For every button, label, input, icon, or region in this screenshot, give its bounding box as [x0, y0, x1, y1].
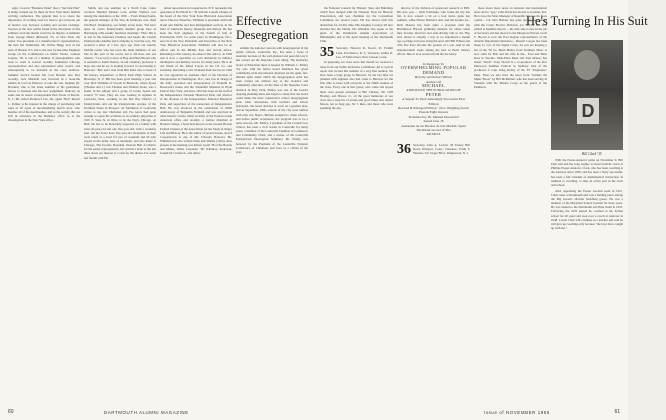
class-secretary-line: Secretary, John A. Leavitt, 58 Turkey Hill Road, Westport, Conn.; Treasurer, Frank T. Mertens, 321 Upper Blvd., Ridgewood, N. J. — [413, 142, 470, 156]
page-number: 61 — [614, 409, 620, 415]
announcement-line: Revised & Enlarged Edition · Now Weighing Seven Pounds Eight Ounces — [398, 105, 469, 115]
announcement-line: The Ritzel-second of Mrs — [416, 127, 451, 132]
announcement-line: A Sequel To Their Amazingly Successful First Edition — [402, 97, 465, 106]
announcement-line: OVERWHELMING POPULAR DEMAND — [400, 65, 467, 75]
announcement-line: Beverly and Robert Wilson — [415, 75, 452, 80]
left-page — [0, 0, 315, 420]
announcement-line: Assistente de las Fuerzas de Joie Madrid, Spain — [401, 123, 466, 128]
right-column-3 — [474, 6, 547, 398]
column-text: edge. I read in "Business Week" that a "Survival Plan" is being worked out by these de New York men's fashion wrtiting conference. The general idea is to stress the importance of evening wear for men to get everyone out of home's way between evening and second evenings. Sources of the new outfits found in the discussion of this summer; even the details would be on display. A reminder from George Henry (Bernard) '23, of New York, the senior vice-president of a manufacturer's representatives, the man fell Sutherland, Mr. Walter Hugg, now in his term of Bureau Y-S and is the new by-the-time Engineer Group on the Commission on Public Works. Lennon Gaynor, '30, is one of a number of photographers who took to work at several recently nominated Chicago representatives and also represented other events, and subsequently to be included in the class archives. Summer service leaders Mr. Cote Boland, also Roy recently, Jack Marshall was involved in a book-the edition in town in Hanover to take his son. Stephen (N. Hawkes) who is the latest summer of his generation, moves to business into his new assignment. Delivery on some and no notice correspondent Bob Sweet of Morris, N. J.; Mr. Albert Prothero's Ltd., Inc. agent "Bob" Robert L. Palmer is his interest in the charge of purchasing and sales of all types of merchandising merch store, who handles all of his merchandise; and as the society this are still in existence in the Berkeley office as is the investigation in the New York office. — [8, 6, 80, 123]
column-text: Smith, and one summer on a North Cape cruise vacation Wendell Maness Cole, Arthur Wallace was among the attendance at the 1956 ... From Pennsylvania, the general manager of the Vita, & Solutions, now chief Jim Boyd. Wednesday, our family seven letter. "We have quite an active Pennsylvania Alumni group here in Harrisburg with weekly luncheon meetings." Here Jim is at last in the insurance business and heads the Central Pennsylvania Alumni and is helping to lead the way. We received a letter of a few days ago from our usually faithful reader who has been the main members of our line in this part of the world, but it did have one sad remark, "I was sorry to hear of Hap and Herb Bloom who is assistant to Keith Tierney, an old voluntary professor. I hope one and he too is looking forward to vacationing at Hanover." Bob and I met from Bill Reid who is head of the history department at Brick Park High School in Brooklyn, N. Y. Bill has been good meeting a year and over. Bob Williams of Stovell in Bernardo, where Spoof (Thomas and J.) was Thomas and Thomas Stone, was a leader in the Albany and a group of works, Speed and several '37 men. They are now looking in together in Lancaster, Peru, working in the Bar Bay District of Pennsylvania and out the Pennsylvania Avenue of the Northern States in Prospect. Al Tomlinson of Louisville writes to me last Christmas and I've never had quite enough to repeat his activities as an ordinary physician at 1601 E. State St. in Ohio; to be the Navy, Chicago. Al Hall, his last to be honorably respected in a family with twin six-year-old and one five-year-old; with a weekday four. All the Tours have five-year-old mountains at their local ranch at a town for two of weekend and all who stayed in the Army base as mountain, and also home at Chicago. The Toronto President, Duncan Hall at Charles for the senior representative, has written a letter to the last three about our interest at a visit for the dinner. For some last month with Mr. — [84, 6, 156, 160]
announcement-line: PETER — [425, 91, 442, 97]
left-column-3 — [160, 6, 232, 398]
column-text: After appraising the Exeter football team in 1927, Clark came to Dartmouth and won a fielding place among the Big Green's all-time backfield greats. He was a member of the Maryland School football for three years. He was named to the Dartmouth All-Time Team in 1953. Following the 1935 season he coached at his former school for 20 years and took over a coach at Andover in 1948. Coach Clark will continue as a teacher and said he will give up coaching only because "the boys have caught up with me." — [551, 188, 623, 230]
magazine-footer: DARTMOUTH ALUMNI MAGAZINE — [104, 410, 189, 415]
column-text: With the Easter-Andover game on November 9, Bill Fjell will end his long regime as head football coach at Phillips Exeter Andover. Clark, who has been coaching at the Andover since 1930, and has been a fairly successful, has been a full schedule of mathematical instruction, in addition to coaching, to take an active part in the town and school. — [551, 158, 623, 187]
column-text: director of the division of sponsored research at MIT. His new post ... Dick Fairbanks, who broke his hip last fall, is now around a bit on a four metre game last summer, while Howie Holmes's arm, and his brother Al... Rich Maness has been quite a program with the Hutchinson Haroon gathering material for tables when they became involved and side-driving ball in the Hop bars. About to classify a way as we announced a month ago a pickup is in pass along the news that Bill Wilson and wife Dot have become the parents of a son. And in the announcement looks among the best of Bob's literary efforts. Here it is as received from his Secretary: — [397, 6, 470, 56]
column-text: In preparing our class notes this month we received a letter from our Public Relations Committee. All is well in report that we had this summer of a very fine reunion. We have been a large group in Hanover, by the last time we jammed with eighteen who had come to Hanover for the first time to meet with everyone at the Ninth reunion of the class. Every one in that group, who come and stayed there were people stationed at Bill Chidsey, Mr. Cliff Bradley, and Horace Jr.; all the good memories of our class and a long list of events and good times and, Albert Moore, not so long ago, Sir J. Russ, and those who were spending the day. — [320, 60, 393, 111]
magazine-footer: Issue of NOVEMBER 1956 — [484, 410, 550, 415]
article-headline: He's Turning In His Suit — [526, 14, 648, 28]
announcement-line: MCMLVI — [426, 132, 441, 137]
right-column-4 — [551, 158, 623, 396]
left-column-4 — [236, 6, 308, 398]
class-year-number: 35 — [320, 45, 334, 61]
announcement-line: ANNOUNCE THE PUBLICATION OF — [406, 88, 461, 93]
right-page — [314, 0, 648, 420]
right-column-2 — [397, 6, 470, 398]
sweater-letter: D — [577, 98, 599, 124]
announcement-line: Translated by Dr. Manuel Moosebird — [408, 114, 459, 119]
left-column-2 — [84, 6, 156, 398]
class-year-number: 36 — [397, 141, 411, 157]
column-text: Amidst the national concern with desegregation in the public schools, Louisville, Ky., has been a focus of attention because of the well-planned and peaceful way it has carried out the Supreme Court ruling. The Kentucky board of Education there is headed by William C. Embry '24, who with his fellow board members has given community-wide and national attention for the quiet, fair-minded spirit under which the desegregation order has been carried out without any of the violence and community objection. At the time of the Supreme Court decision in May 1954, Embry was one of the board's ongoing planning ideas and began to study how the board could make the most constructive school desegregation plan. After discussions with teachers and school principals, the board decided to work on a gradual plan, and in September 1956, schools of the city were unified with only two Negro children assigned to white schools, and before public acceptance, the program was to be a quiet success. Mr. Embry, a graduate of the Cornell Law School, has been a civic leader in Louisville for many years, a member of the Louisville Chamber of Commerce and Community Chest, and a trustee of the Louisville Presbyterian Theological Seminary. Mr. Embry was honored by the President of the Louisville National Conference of Christians and Jews as a citizen of the year. — [236, 46, 308, 154]
spacer — [474, 30, 548, 31]
announcement-line: Issued June 18 — [423, 119, 444, 124]
photo-caption: Bill Clark '35 — [582, 152, 602, 156]
portrait-face — [574, 50, 600, 80]
column-text: tation Association in Cooperstown, N.Y. represents the operation of Fred Robt Jr.; '39 with the Cornell Chapter of the board of the New York State Historical Association and is Director Emeritus; Whitman is president with both brand and Martha and had distinguished services in the field of American history museums and history. He has been the field engineer of the Fourth of July in Portsmouth, N.H., for some years in Washington, D.C., and all of the Vice Presidents and Executive of the New York Historical Association. Whitman will also be an officer and in the Middle Eats and Seciall Africa. Returning to this country, he entered The Ark Co. in 1949 and is now a specialist on cold deviations in military intelligence and military service for many years. He is an old friend of the Allied Forces in the US Ca. and Germany. Returning to the National Park Service in 1946 he was appointed an assistant chief of the Division of Interpretation in Washington, D.C., and was in charge of the daily operation and interpretation of Franklin D. Roosevelt's house and the Vanderbilt Mansion in Hyde Park in New York, and since 1952 has been on the staff of the Independence National Historical Park, and director of the division of the Independence National Historical Park, and supervisor of the restoration of Independence Hall. He was involved in the celebration of 200th Anniversary of Benjamin Franklin and was involved in other historic events. Other recently of the Eastern Greek American office and recently, a former chairman at Boston College, a hotel hole known as the Greater Boston Federal Chapter of the Association for the Study of Negro Life and History. He is the author of several books, and of Cooperstown is one of Mr. Fobron's Hanover. Mr. Whitman has also written Edna and Martha (1952). Also present at the meeting was Robert Grant '38 of the Boston and Maine, James Carpenter '38, Winthrop Anderson, Joseph M. Conant Jr., and others. — [160, 6, 232, 156]
article-headline: Effective Desegregation — [236, 14, 309, 42]
left-column-1 — [8, 6, 80, 398]
right-column-1 — [320, 6, 393, 398]
announcement-line: Authors Of — [425, 79, 442, 84]
page-number: 60 — [8, 409, 14, 415]
birth-announcement — [397, 62, 470, 137]
column-text: the National Council for Historic Sites and Buildings which have merged with the National Trust for Historic Preservation, and was chairman for the Convention Committee for several years. He has served with this distinction for all this time. His daughter Carolyn '46 also married into the family. Mr. Whitman also spoke as the guest of the Dartmouth Alumni Association of Philadelphia and at the April meeting of the Dartmouth Club. — [320, 6, 393, 44]
class-secretary-line: Secretary, Howard R. Stover, 45 Foxhill Lane, Providence, R. I.; Treasurer, Arthur D. Lee, 23 Main Street, New Canaan, Conn. — [336, 46, 393, 59]
spacer — [551, 30, 623, 38]
coach-photo — [551, 40, 623, 150]
announcement-line: In Response To — [423, 61, 444, 66]
column-text: more about more news on national and international news and to "gee," John Davis has moved to Garland, Tex. He is now the Sales Manager of Republic Steel at the State capital... Cal John Barbier has gone out of the country with the Carter Electric Division. Art Sawyer has now settled at Summit; here in ... his wife who is new in the job of Secretary and has moved to the Pinegrove Eleven, Cecil C. Brown is now the East Region representative of the Atlantic Department Insurance... Russell Cooper has been made Lt. Col. of the Signal Corps. As you are keeping a list of the '36 lot, Brian Phelps from Southern Mass. is now sixth for Bob and his wife in the... Fred and Hans Ross in Toronto, Ohio-Eben Reed and Tom Mason, has leases "Ozelt". Tony Novell is a co-producer of the Port Pinewood Summer Festival in Sudbury. One of the producers is Capt. King Dolley of the TV "Playhouse" fame. Then we also have the news from "Gimme the Music Boots" by Bill McMullen, who has been serving in Vietnam with the Marine Corps as the guard of the Pantheon. — [474, 6, 547, 89]
announcement-line: MICHAEL — [421, 82, 446, 88]
